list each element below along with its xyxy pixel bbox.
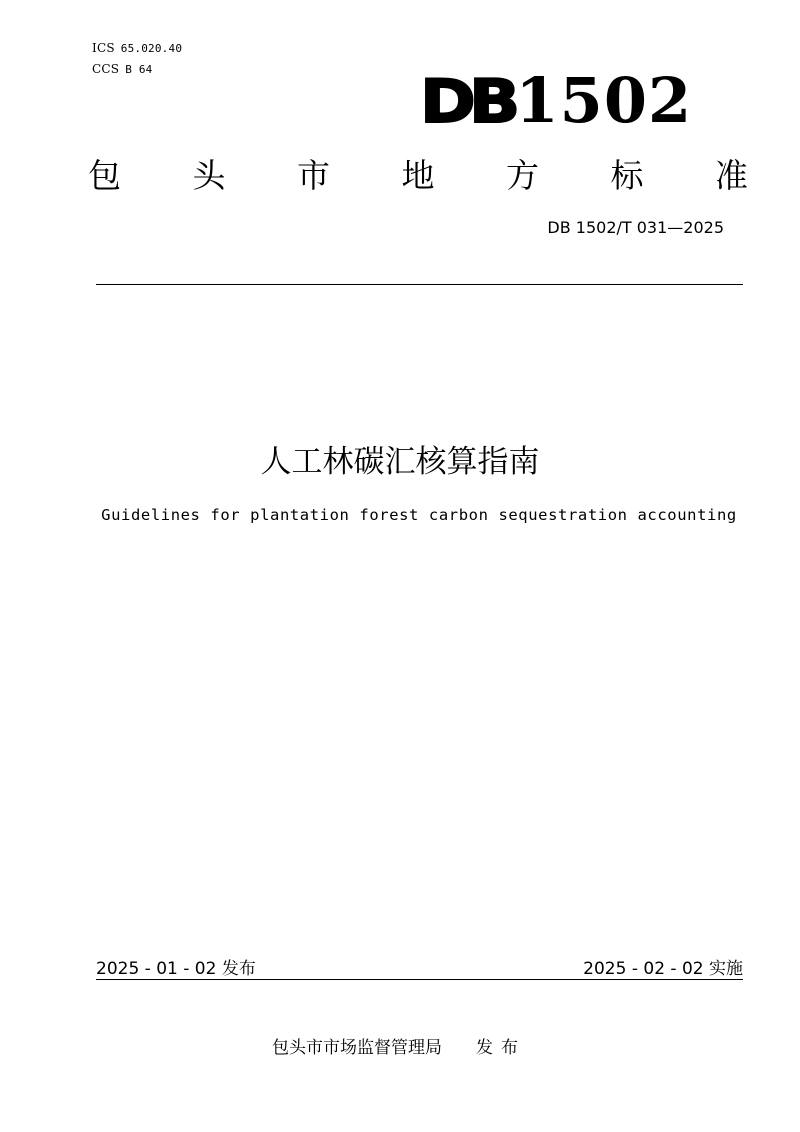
issue-date: 2025 - 01 - 02 发布 — [96, 959, 256, 979]
db-letters: DB — [420, 67, 514, 137]
footer-divider — [96, 979, 743, 980]
ics-label: ICS — [92, 41, 115, 55]
issuing-authority — [272, 1033, 526, 1058]
issuer-name: 包头市市场监督管理局 — [272, 1038, 442, 1058]
document-title-english: Guidelines for plantation forest carbon sequestration accounting — [101, 506, 737, 524]
standard-type — [88, 150, 748, 197]
ics-code: 65.020.40 — [120, 42, 183, 55]
standard-type-char: 包 — [88, 156, 121, 195]
document-title-chinese: 人工林碳汇核算指南 — [260, 444, 540, 480]
standard-type-char: 头 — [192, 156, 226, 195]
standard-type-char: 准 — [715, 156, 748, 195]
implementation-date: 2025 - 02 - 02 实施 — [583, 959, 743, 979]
standard-type-char: 市 — [297, 156, 330, 195]
header-divider — [96, 284, 743, 285]
ccs-line — [92, 59, 182, 80]
standard-number: DB 1502/T 031—2025 — [547, 218, 724, 237]
standard-type-char: 地 — [401, 156, 435, 195]
ccs-label: CCS — [92, 62, 120, 76]
ccs-code: B 64 — [125, 63, 153, 76]
classification-codes — [92, 38, 182, 80]
date-row — [96, 954, 743, 979]
issuer-action: 发布 — [476, 1038, 526, 1058]
db-standard-logo — [420, 64, 693, 137]
db-region-number: 1502 — [515, 64, 693, 137]
ics-line — [92, 38, 182, 59]
standard-type-char: 标 — [610, 156, 644, 195]
standard-type-char: 方 — [506, 156, 539, 195]
